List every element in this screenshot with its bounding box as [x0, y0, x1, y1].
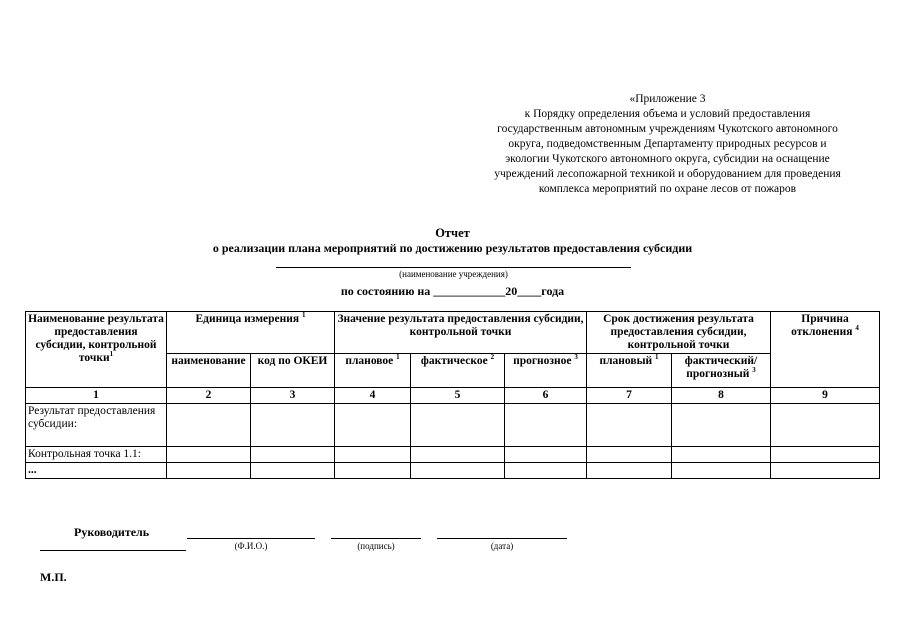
appendix-line: к Порядку определения объема и условий предоставления: [524, 108, 811, 120]
header-unit-okei: код по ОКЕИ: [251, 354, 335, 388]
header-term-group: Срок достижения результата предоставления субсидии, контрольной точки: [587, 312, 771, 354]
header-value-group: Значение результата предоставления субсидии, контрольной точки: [335, 312, 587, 354]
header-result-name: Наименование результата предоставления субсидии, контрольной точки$^1$: [26, 312, 167, 388]
signature-line[interactable]: [331, 538, 421, 539]
header-unit-group: Единица измерения $^1$: [167, 312, 335, 354]
row-label: ...: [26, 463, 167, 479]
date-line[interactable]: [437, 538, 567, 539]
column-number: 7: [587, 388, 672, 404]
header-value-actual: фактическое $^2$: [411, 354, 505, 388]
column-number: 6: [505, 388, 587, 404]
row-label: Контрольная точка 1.1:: [26, 447, 167, 463]
appendix-line: округа, подведомственным Департаменту природных ресурсов и: [508, 138, 827, 150]
column-number: 3: [251, 388, 335, 404]
institution-caption: (наименование учреждения): [399, 269, 508, 279]
head-label: Руководитель: [74, 525, 150, 539]
column-number: 5: [411, 388, 505, 404]
column-number: 1: [26, 388, 167, 404]
header-unit-name: наименование: [167, 354, 251, 388]
as-of-date: по состоянию на ____________20____года: [340, 284, 565, 298]
column-number: 8: [672, 388, 771, 404]
header-term-actual: фактический/ прогнозный $^3$: [672, 354, 771, 388]
appendix-line: комплекса мероприятий по охране лесов от пожаров: [538, 183, 797, 195]
header-term-planned: плановый $^1$: [587, 354, 672, 388]
appendix-line: «Приложение 3: [629, 93, 706, 105]
header-deviation-reason: Причина отклонения $^4$: [771, 312, 880, 388]
date-caption: (дата): [490, 541, 514, 551]
report-subtitle: о реализации плана мероприятий по достижению результатов предоставления субсидии: [212, 241, 693, 255]
header-value-forecast: прогнозное $^3$: [505, 354, 587, 388]
report-title: Отчет: [435, 226, 470, 240]
fio-line[interactable]: [187, 538, 315, 539]
header-value-planned: плановое $^1$: [335, 354, 411, 388]
appendix-line: учреждений лесопожарной техникой и оборудованием для проведения: [494, 168, 841, 180]
signature-caption: (подпись): [357, 541, 395, 551]
column-number: 4: [335, 388, 411, 404]
column-number: 2: [167, 388, 251, 404]
column-number: 9: [771, 388, 880, 404]
fio-caption: (Ф.И.О.): [234, 541, 268, 551]
appendix-line: государственным автономным учреждениям Чукотского автономного: [497, 123, 838, 135]
row-label: Результат предоставления субсидии:: [26, 404, 167, 447]
position-line[interactable]: [40, 550, 186, 551]
stamp-label: М.П.: [40, 570, 67, 584]
appendix-line: экологии Чукотского автономного округа, субсидии на оснащение: [505, 153, 830, 165]
